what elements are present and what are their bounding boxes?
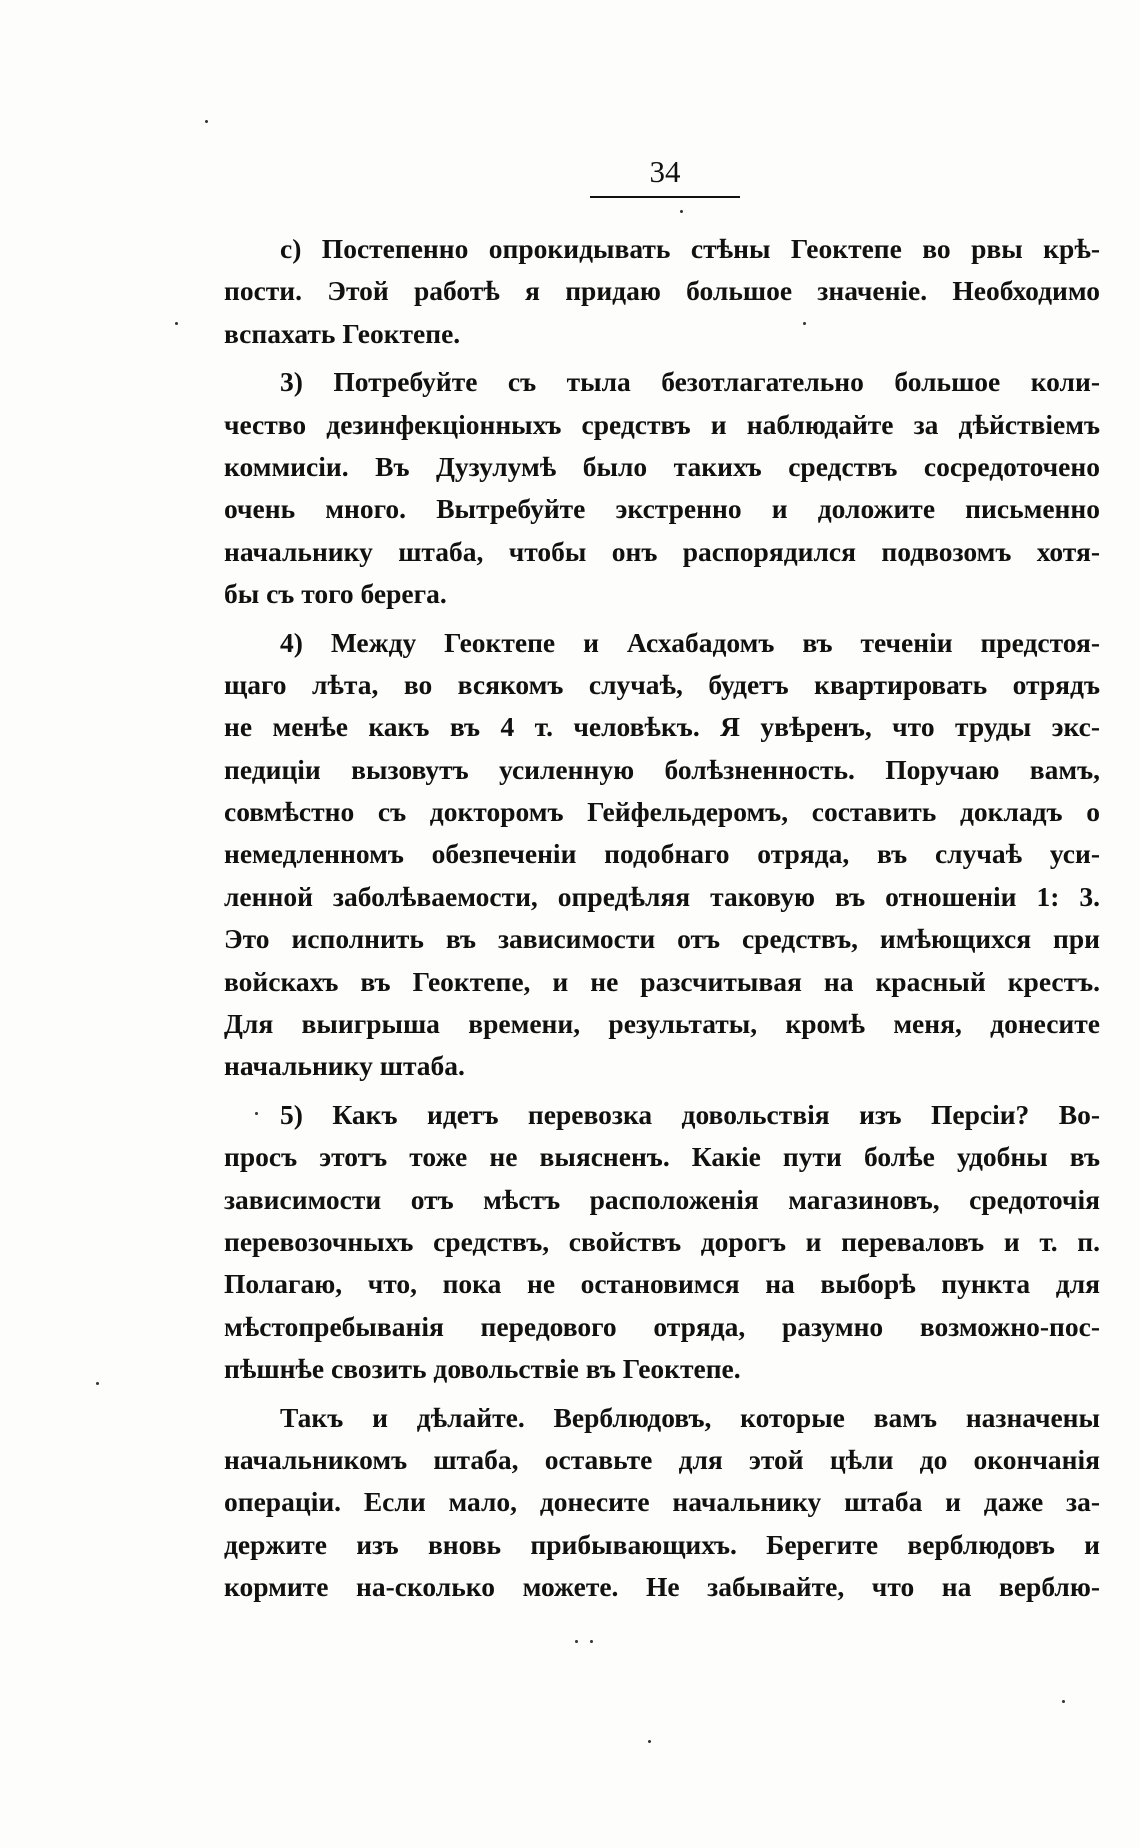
scan-speck xyxy=(590,1640,593,1643)
text-line: войскахъ въ Геоктепе, и не разсчитывая на красный крестъ. xyxy=(224,965,1100,997)
text-line: немедленномъ обезпеченіи подобнаго отряда, въ случаѣ уси- xyxy=(224,838,1100,870)
text-line: щаго лѣта, во всякомъ случаѣ, будетъ квартировать отрядъ xyxy=(224,668,1100,700)
text-line: перевозочныхъ средствъ, свойствъ дорогъ и переваловъ и т. п. xyxy=(224,1225,1100,1257)
text-line: операціи. Если мало, донесите начальнику штаба и даже за- xyxy=(224,1486,1100,1518)
text-line: ленной заболѣваемости, опредѣляя таковую въ отношеніи 1: 3. xyxy=(224,880,1100,912)
text-line: мѣстопребыванія передового отряда, разумно возможно-пос- xyxy=(224,1310,1100,1342)
text-line: зависимости отъ мѣстъ расположенія магазиновъ, средоточія xyxy=(224,1183,1100,1215)
text-line: очень много. Вытребуйте экстренно и доложите письменно xyxy=(224,493,1100,525)
page-number: 34 xyxy=(649,154,681,189)
text-line: пости. Этой работѣ я придаю большое значеніе. Необходимо xyxy=(224,275,1100,307)
text-line: 3) Потребуйте съ тыла безотлагательно большое коли- xyxy=(280,366,1100,398)
scan-speck xyxy=(1062,1700,1065,1703)
scan-speck xyxy=(803,322,806,325)
page-number-rule xyxy=(590,196,740,198)
text-line: кормите на-сколько можете. Не забывайте, что на верблю- xyxy=(224,1571,1100,1603)
scan-speck xyxy=(575,1640,578,1643)
text-line: педиціи вызовутъ усиленную болѣзненность. Поручаю вамъ, xyxy=(224,753,1100,785)
scan-speck xyxy=(205,120,208,123)
text-line: Для выигрыша времени, результаты, кромѣ меня, донесите xyxy=(224,1008,1100,1040)
text-line: начальнику штаба. xyxy=(224,1050,465,1082)
scan-speck xyxy=(648,1740,651,1743)
text-line: 4) Между Геоктепе и Асхабадомъ въ теченіи предстоя- xyxy=(280,626,1100,658)
text-line: начальникомъ штаба, оставьте для этой цѣли до окончанія xyxy=(224,1443,1100,1475)
scan-speck xyxy=(96,1382,99,1385)
scan-speck xyxy=(255,1112,258,1115)
text-line: вспахать Геоктепе. xyxy=(224,317,461,349)
text-line: пѣшнѣе свозить довольствіе въ Геоктепе. xyxy=(224,1353,741,1385)
text-line: совмѣстно съ докторомъ Гейфельдеромъ, составить докладъ о xyxy=(224,796,1100,828)
scan-speck xyxy=(175,322,178,325)
text-line: начальнику штаба, чтобы онъ распорядился подвозомъ хотя- xyxy=(224,535,1100,567)
text-line: не менѣе какъ въ 4 т. человѣкъ. Я увѣренъ, что труды экс- xyxy=(224,711,1100,743)
text-line: Это исполнить въ зависимости отъ средствъ, имѣющихся при xyxy=(224,923,1100,955)
text-line: просъ этотъ тоже не выясненъ. Какіе пути болѣе удобны въ xyxy=(224,1141,1100,1173)
text-line: Такъ и дѣлайте. Верблюдовъ, которые вамъ назначены xyxy=(280,1401,1100,1433)
scan-speck xyxy=(680,210,683,213)
text-line: чество дезинфекціонныхъ средствъ и наблюдайте за дѣйствіемъ xyxy=(224,408,1100,440)
text-line: c) Постепенно опрокидывать стѣны Геоктепе во рвы крѣ- xyxy=(280,233,1100,264)
text-line: Полагаю, что, пока не остановимся на выборѣ пункта для xyxy=(224,1268,1100,1300)
text-line: держите изъ вновь прибывающихъ. Берегите верблюдовъ и xyxy=(224,1528,1100,1560)
text-line: 5) Какъ идетъ перевозка довольствія изъ Персіи? Во- xyxy=(280,1098,1100,1130)
text-line: бы съ того берега. xyxy=(224,578,447,610)
body-text xyxy=(224,228,1100,1609)
text-line: коммисіи. Въ Дузулумѣ было такихъ средствъ сосредоточено xyxy=(224,450,1100,482)
